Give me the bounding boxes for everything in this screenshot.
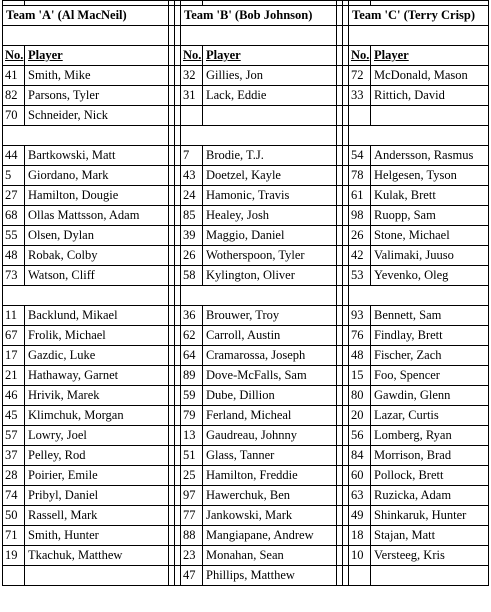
player-number: 36 (181, 306, 203, 326)
player-name: Andersson, Rasmus (371, 146, 489, 166)
player-number: 78 (349, 166, 371, 186)
player-number: 97 (181, 486, 203, 506)
player-number: 54 (349, 146, 371, 166)
column-header-player: Player (25, 46, 169, 66)
player-name: Monahan, Sean (203, 546, 337, 566)
player-number: 59 (181, 386, 203, 406)
blank-row (3, 26, 489, 46)
player-name: Maggio, Daniel (203, 226, 337, 246)
player-number: 89 (181, 366, 203, 386)
player-name: Olsen, Dylan (25, 226, 169, 246)
player-number: 46 (3, 386, 25, 406)
player-row (3, 506, 489, 526)
player-name: Lomberg, Ryan (371, 426, 489, 446)
player-name: Gaudreau, Johnny (203, 426, 337, 446)
player-name: Ruopp, Sam (371, 206, 489, 226)
player-name (25, 566, 169, 586)
empty-cell (3, 26, 169, 46)
player-row (3, 446, 489, 466)
player-name: Klimchuk, Morgan (25, 406, 169, 426)
player-row (3, 426, 489, 446)
player-number (181, 106, 203, 126)
player-name: Robak, Colby (25, 246, 169, 266)
player-row (3, 146, 489, 166)
player-name: Rassell, Mark (25, 506, 169, 526)
player-number: 44 (3, 146, 25, 166)
player-name: Versteeg, Kris (371, 546, 489, 566)
player-number: 51 (181, 446, 203, 466)
player-number: 28 (3, 466, 25, 486)
player-row (3, 466, 489, 486)
player-name: Helgesen, Tyson (371, 166, 489, 186)
player-number: 31 (181, 86, 203, 106)
player-number: 62 (181, 326, 203, 346)
player-row (3, 386, 489, 406)
player-name: Valimaki, Juuso (371, 246, 489, 266)
player-name: Lazar, Curtis (371, 406, 489, 426)
player-name: Glass, Tanner (203, 446, 337, 466)
player-name: Dube, Dillion (203, 386, 337, 406)
player-number: 10 (349, 546, 371, 566)
column-header-player: Player (371, 46, 489, 66)
player-number: 98 (349, 206, 371, 226)
player-row (3, 186, 489, 206)
player-number: 19 (3, 546, 25, 566)
player-name: Pelley, Rod (25, 446, 169, 466)
player-name (203, 106, 337, 126)
player-name: Shinkaruk, Hunter (371, 506, 489, 526)
player-row (3, 86, 489, 106)
player-number: 60 (349, 466, 371, 486)
player-number: 56 (349, 426, 371, 446)
player-name: Smith, Mike (25, 66, 169, 86)
player-name: Smith, Hunter (25, 526, 169, 546)
player-name: Doetzel, Kayle (203, 166, 337, 186)
player-number: 93 (349, 306, 371, 326)
player-number: 23 (181, 546, 203, 566)
player-name: Healey, Josh (203, 206, 337, 226)
player-number: 79 (181, 406, 203, 426)
player-name: Fischer, Zach (371, 346, 489, 366)
player-number: 76 (349, 326, 371, 346)
player-name: Foo, Spencer (371, 366, 489, 386)
player-name: Gazdic, Luke (25, 346, 169, 366)
player-number: 26 (181, 246, 203, 266)
player-number: 39 (181, 226, 203, 246)
player-number: 42 (349, 246, 371, 266)
player-number: 68 (3, 206, 25, 226)
player-number: 18 (349, 526, 371, 546)
player-number: 85 (181, 206, 203, 226)
player-row (3, 326, 489, 346)
team-roster-table (2, 0, 489, 586)
player-number: 47 (181, 566, 203, 586)
player-number: 37 (3, 446, 25, 466)
column-header-no: No. (3, 46, 25, 66)
empty-cell (349, 126, 489, 146)
player-name: Dove-McFalls, Sam (203, 366, 337, 386)
player-number: 7 (181, 146, 203, 166)
player-name: Backlund, Mikael (25, 306, 169, 326)
player-number: 11 (3, 306, 25, 326)
player-name: Hrivik, Marek (25, 386, 169, 406)
player-row (3, 246, 489, 266)
player-name: Yevenko, Oleg (371, 266, 489, 286)
player-row (3, 526, 489, 546)
player-name (371, 106, 489, 126)
player-name: Hamilton, Freddie (203, 466, 337, 486)
group-separator-row (3, 286, 489, 306)
player-name: Hawerchuk, Ben (203, 486, 337, 506)
player-number: 82 (3, 86, 25, 106)
column-header-no: No. (181, 46, 203, 66)
player-name: Mangiapane, Andrew (203, 526, 337, 546)
column-header-row (3, 46, 489, 66)
player-row (3, 106, 489, 126)
player-name: Poirier, Emile (25, 466, 169, 486)
player-number: 80 (349, 386, 371, 406)
player-number: 67 (3, 326, 25, 346)
player-row (3, 406, 489, 426)
column-header-no: No. (349, 46, 371, 66)
player-name: Brouwer, Troy (203, 306, 337, 326)
player-number (349, 566, 371, 586)
player-number: 32 (181, 66, 203, 86)
player-number: 63 (349, 486, 371, 506)
player-number: 24 (181, 186, 203, 206)
group-separator-row (3, 126, 489, 146)
player-name: Gawdin, Glenn (371, 386, 489, 406)
player-name: Carroll, Austin (203, 326, 337, 346)
player-number: 55 (3, 226, 25, 246)
player-name: Lack, Eddie (203, 86, 337, 106)
player-name: Jankowski, Mark (203, 506, 337, 526)
player-row (3, 566, 489, 586)
player-name: Rittich, David (371, 86, 489, 106)
player-number: 64 (181, 346, 203, 366)
player-number: 73 (3, 266, 25, 286)
player-number: 15 (349, 366, 371, 386)
player-row (3, 486, 489, 506)
player-name (371, 566, 489, 586)
player-number: 77 (181, 506, 203, 526)
player-number: 21 (3, 366, 25, 386)
player-number: 49 (349, 506, 371, 526)
player-row (3, 66, 489, 86)
player-number: 84 (349, 446, 371, 466)
player-row (3, 546, 489, 566)
player-number: 17 (3, 346, 25, 366)
team-header-row (3, 6, 489, 26)
player-row (3, 206, 489, 226)
player-name: Brodie, T.J. (203, 146, 337, 166)
player-name: Lowry, Joel (25, 426, 169, 446)
player-number (349, 106, 371, 126)
player-number: 26 (349, 226, 371, 246)
empty-cell (3, 286, 169, 306)
player-number: 45 (3, 406, 25, 426)
player-name: Ferland, Micheal (203, 406, 337, 426)
player-name: Hamonic, Travis (203, 186, 337, 206)
player-name: Giordano, Mark (25, 166, 169, 186)
player-name: Ollas Mattsson, Adam (25, 206, 169, 226)
player-row (3, 226, 489, 246)
column-header-player: Player (203, 46, 337, 66)
player-number: 88 (181, 526, 203, 546)
player-name: Bennett, Sam (371, 306, 489, 326)
player-number: 25 (181, 466, 203, 486)
player-number: 74 (3, 486, 25, 506)
empty-cell (181, 126, 337, 146)
player-number: 20 (349, 406, 371, 426)
player-name: McDonald, Mason (371, 66, 489, 86)
team-name: Team 'A' (Al MacNeil) (3, 6, 169, 26)
player-name: Wotherspoon, Tyler (203, 246, 337, 266)
player-name: Pollock, Brett (371, 466, 489, 486)
player-number: 41 (3, 66, 25, 86)
player-number: 5 (3, 166, 25, 186)
player-name: Kulak, Brett (371, 186, 489, 206)
player-name: Phillips, Matthew (203, 566, 337, 586)
player-row (3, 346, 489, 366)
player-number: 48 (349, 346, 371, 366)
player-number: 53 (349, 266, 371, 286)
empty-cell (181, 26, 337, 46)
player-name: Frolik, Michael (25, 326, 169, 346)
player-number: 61 (349, 186, 371, 206)
player-name: Hamilton, Dougie (25, 186, 169, 206)
player-number (3, 566, 25, 586)
roster-sheet (2, 0, 489, 586)
player-number: 48 (3, 246, 25, 266)
empty-cell (3, 126, 169, 146)
player-name: Watson, Cliff (25, 266, 169, 286)
player-row (3, 266, 489, 286)
player-row (3, 366, 489, 386)
player-row (3, 166, 489, 186)
player-name: Ruzicka, Adam (371, 486, 489, 506)
player-number: 27 (3, 186, 25, 206)
player-number: 43 (181, 166, 203, 186)
empty-cell (181, 286, 337, 306)
player-number: 72 (349, 66, 371, 86)
player-name: Findlay, Brett (371, 326, 489, 346)
player-name: Stone, Michael (371, 226, 489, 246)
player-name: Gillies, Jon (203, 66, 337, 86)
empty-cell (349, 286, 489, 306)
player-name: Kylington, Oliver (203, 266, 337, 286)
player-number: 58 (181, 266, 203, 286)
player-number: 13 (181, 426, 203, 446)
player-number: 50 (3, 506, 25, 526)
player-row (3, 306, 489, 326)
player-name: Stajan, Matt (371, 526, 489, 546)
player-name: Hathaway, Garnet (25, 366, 169, 386)
player-name: Cramarossa, Joseph (203, 346, 337, 366)
player-name: Bartkowski, Matt (25, 146, 169, 166)
player-name: Schneider, Nick (25, 106, 169, 126)
player-name: Pribyl, Daniel (25, 486, 169, 506)
player-name: Morrison, Brad (371, 446, 489, 466)
player-number: 70 (3, 106, 25, 126)
team-name: Team 'B' (Bob Johnson) (181, 6, 337, 26)
player-name: Tkachuk, Matthew (25, 546, 169, 566)
player-number: 57 (3, 426, 25, 446)
player-number: 71 (3, 526, 25, 546)
player-number: 33 (349, 86, 371, 106)
team-name: Team 'C' (Terry Crisp) (349, 6, 489, 26)
player-name: Parsons, Tyler (25, 86, 169, 106)
empty-cell (349, 26, 489, 46)
